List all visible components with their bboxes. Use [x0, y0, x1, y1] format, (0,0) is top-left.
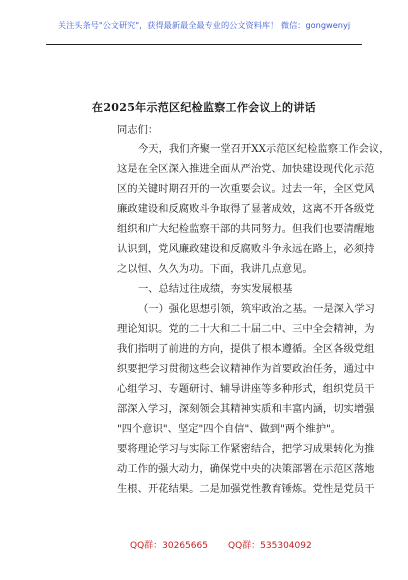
paragraph-line: 今天，我们齐聚一堂召开XX示范区纪检监察工作会议， [138, 143, 390, 155]
paragraph-line: 部深入学习，深刻领会其精神实质和丰富内涵，切实增强 [117, 403, 375, 415]
document-title: 在2025年示范区纪检监察工作会议上的讲话 [92, 101, 316, 114]
paragraph-line: "四个意识"、坚定"四个自信"、做到"两个维护"。 [117, 423, 342, 435]
paragraph-line: 我们指明了前进的方向，提供了根本遵循。全区各级党组 [117, 343, 375, 355]
paragraph-line: 区的关键时期召开的一次重要会议。过去一年，全区党风 [117, 183, 375, 195]
paragraph-line: 组织和广大纪检监察干部的共同努力。但我们也要清醒地 [117, 223, 375, 235]
section-heading: 一、总结过往成绩，夯实发展根基 [138, 283, 293, 295]
header-banner: 关注头条号"公文研究"，获得最新最全最专业的公文资料库！ 微信：gongwenyj [57, 20, 351, 30]
paragraph-line: 要将理论学习与实际工作紧密结合，把学习成果转化为推 [117, 443, 375, 455]
paragraph-line: 之以恒、久久为功。下面，我讲几点意见。 [117, 263, 313, 275]
paragraph-line: 理论知识。党的二十大和二十届二中、三中全会精神，为 [117, 323, 375, 335]
paragraph-line: 认识到，党风廉政建设和反腐败斗争永远在路上，必须持 [117, 243, 375, 255]
paragraph-line: 廉政建设和反腐败斗争取得了显著成效，这离不开各级党 [117, 203, 375, 215]
footer-qq-group-1: QQ群：30265665 [130, 541, 208, 551]
paragraph-line: 织要把学习贯彻这些会议精神作为首要政治任务，通过中 [117, 363, 375, 375]
paragraph-line: 动工作的强大动力，确保党中央的决策部署在示范区落地 [117, 463, 375, 475]
paragraph-line: （一）强化思想引领，筑牢政治之基。一是深入学习 [138, 303, 375, 315]
footer-qq-group-2: QQ群：535304092 [228, 541, 312, 551]
header-divider [46, 44, 362, 45]
paragraph-line: 心组学习、专题研讨、辅导讲座等多种形式，组织党员干 [117, 383, 375, 395]
paragraph-line: 生根、开花结果。二是加强党性教育锤炼。党性是党员干 [117, 483, 375, 495]
salutation: 同志们： [117, 124, 159, 136]
paragraph-line: 这是在全区深入推进全面从严治党、加快建设现代化示范 [117, 163, 375, 175]
